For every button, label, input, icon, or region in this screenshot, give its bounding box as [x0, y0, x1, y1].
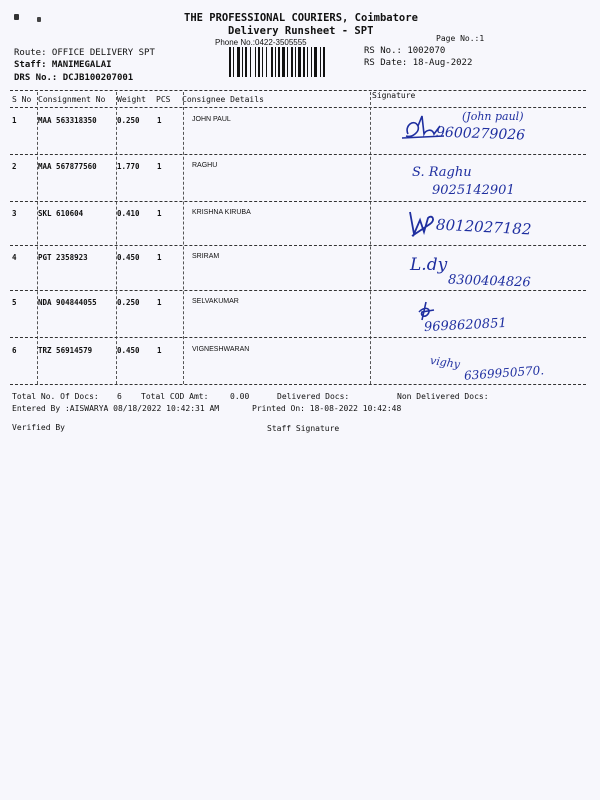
- column-header-weight: Weight: [117, 95, 146, 104]
- row-divider: [10, 245, 586, 246]
- route-label: Route: OFFICE DELIVERY SPT: [14, 48, 155, 58]
- rs-date: RS Date: 18-Aug-2022: [364, 58, 473, 68]
- total-cod-label: Total COD Amt:: [141, 392, 209, 401]
- row-pcs: 1: [157, 298, 162, 307]
- row-pcs: 1: [157, 253, 162, 262]
- row-pcs: 1: [157, 346, 162, 355]
- company-name: THE PROFESSIONAL COURIERS, Coimbatore: [184, 12, 418, 24]
- document-title: Delivery Runsheet - SPT: [228, 25, 374, 37]
- row-divider: [10, 201, 586, 202]
- row-consignment: NDA 904844055: [38, 298, 97, 307]
- column-header-consignee: Consignee Details: [182, 95, 264, 104]
- staff-signature-label: Staff Signature: [267, 424, 340, 433]
- row-weight: 0.450: [117, 346, 140, 355]
- row-consignment: TRZ 56914579: [38, 346, 93, 355]
- column-header-pcs: PCS: [156, 95, 171, 104]
- row-consignee: SELVAKUMAR: [192, 298, 239, 305]
- rs-number: RS No.: 1002070: [364, 46, 446, 56]
- column-divider: [183, 92, 184, 384]
- row-weight: 0.250: [117, 116, 140, 125]
- column-divider: [370, 92, 371, 384]
- row-weight: 1.770: [117, 162, 140, 171]
- row-consignment: SKL 610604: [38, 209, 84, 218]
- delivered-docs-label: Delivered Docs:: [277, 392, 350, 401]
- row-sno: 4: [12, 253, 17, 262]
- row-sno: 1: [12, 116, 17, 125]
- entered-by: Entered By :AISWARYA 08/18/2022 10:42:31 AM: [12, 404, 220, 413]
- phone-number: Phone No.:0422-3505555: [215, 38, 307, 47]
- non-delivered-docs-label: Non Delivered Docs:: [397, 392, 489, 401]
- scan-mark-icon: [37, 17, 41, 22]
- row-divider: [10, 290, 586, 291]
- row-weight: 0.250: [117, 298, 140, 307]
- verified-by-label: Verified By: [12, 423, 65, 432]
- barcode: [229, 47, 357, 77]
- row-consignee: JOHN PAUL: [192, 116, 231, 123]
- row-sno: 6: [12, 346, 17, 355]
- row-consignee: VIGNESHWARAN: [192, 346, 250, 353]
- row-sno: 3: [12, 209, 17, 218]
- staff-label: Staff: MANIMEGALAI: [14, 60, 112, 70]
- scan-mark-icon: [14, 14, 19, 20]
- table-bottom-rule: [10, 384, 586, 385]
- signature-phone: 8300404826: [447, 272, 531, 291]
- row-weight: 0.450: [117, 253, 140, 262]
- page-number: Page No.:1: [436, 34, 485, 43]
- row-divider: [10, 337, 586, 338]
- handwritten-signature: [406, 208, 440, 240]
- row-sno: 2: [12, 162, 17, 171]
- row-divider: [10, 154, 586, 155]
- row-consignment: MAA 567877560: [38, 162, 97, 171]
- row-weight: 0.410: [117, 209, 140, 218]
- row-pcs: 1: [157, 209, 162, 218]
- total-docs-label: Total No. Of Docs:: [12, 392, 99, 401]
- row-sno: 5: [12, 298, 17, 307]
- row-pcs: 1: [157, 116, 162, 125]
- row-consignee: SRIRAM: [192, 253, 220, 260]
- column-divider: [116, 92, 117, 384]
- signature-name: (John paul): [462, 110, 524, 123]
- signature-phone: 9698620851: [423, 315, 508, 336]
- row-pcs: 1: [157, 162, 162, 171]
- total-cod-value: 0.00: [230, 392, 250, 401]
- signature-phone: 9025142901: [432, 183, 515, 198]
- drs-number: DRS No.: DCJB100207001: [14, 73, 134, 83]
- printed-on: Printed On: 18-08-2022 10:42:48: [252, 404, 402, 413]
- signature-name: L.dy: [410, 255, 448, 275]
- row-consignee: RAGHU: [192, 162, 218, 169]
- column-header-consignment: Consignment No: [38, 95, 106, 104]
- row-consignment: PGT 2358923: [38, 253, 88, 262]
- signature-name: S. Raghu: [412, 165, 472, 180]
- signature-phone: 9600279026: [435, 124, 526, 144]
- row-consignee: KRISHNA KIRUBA: [192, 209, 251, 216]
- table-top-rule: [10, 90, 586, 91]
- signature-name: vighy: [429, 353, 461, 372]
- signature-phone: 6369950570.: [463, 363, 545, 383]
- row-consignment: MAA 563318350: [38, 116, 97, 125]
- table-header-rule: [10, 107, 586, 108]
- column-header-sno: S No: [12, 95, 32, 104]
- signature-phone: 8012027182: [435, 215, 532, 239]
- column-header-signature: Signature: [372, 91, 416, 100]
- column-divider: [37, 92, 38, 384]
- total-docs-value: 6: [117, 392, 122, 401]
